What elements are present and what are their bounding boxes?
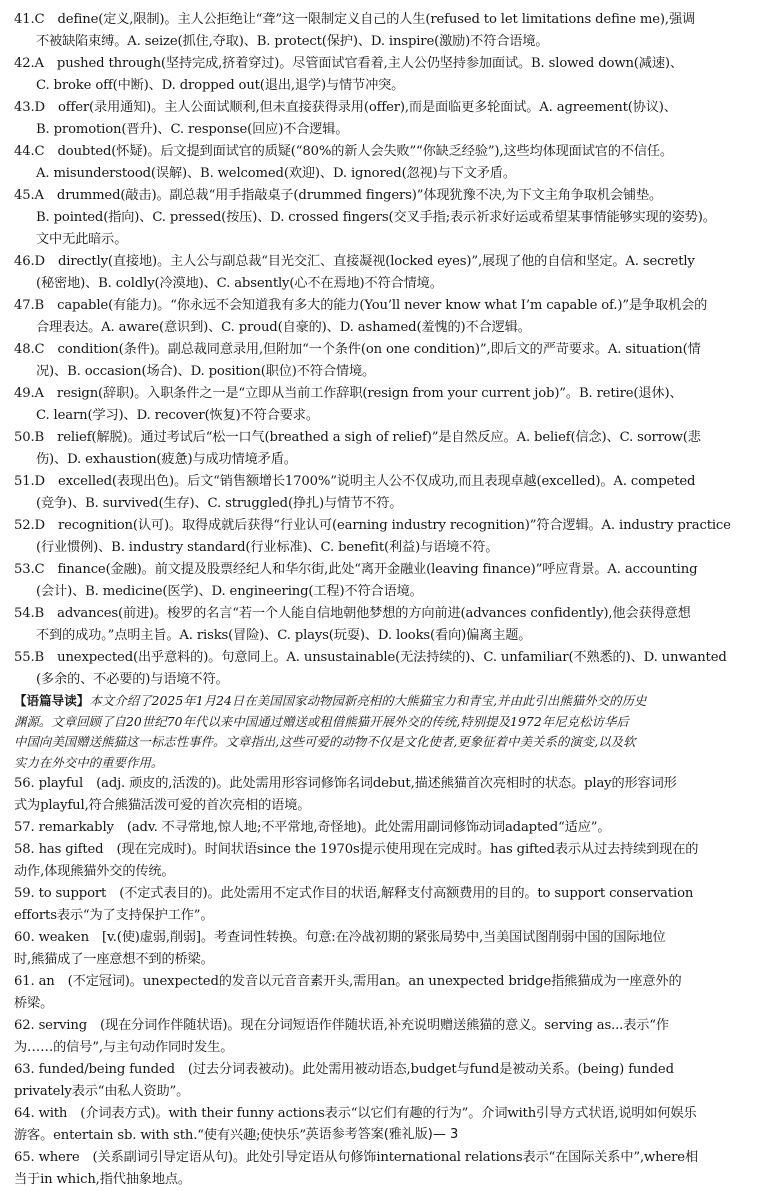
answer-item (14, 97, 754, 141)
answer-line: 61. an (不定冠词)。unexpected的发音以元音音素开头,需用an。an unexpected bridge指熊猫成为一座意外的 (14, 974, 682, 989)
passage-guide-line: 本文介绍了2025年1月24日在美国国家动物园新亮相的大熊猫宝力和青宝,并由此引出熊猫外交的历史 (89, 693, 647, 708)
answer-item (14, 1059, 754, 1103)
answer-item (14, 883, 754, 927)
answer-item (14, 53, 754, 97)
answer-item (14, 559, 754, 603)
answer-continuation: 动作,体现熊猫外交的传统。 (14, 864, 175, 879)
answer-line: 55.B unexpected(出乎意料的)。句意同上。A. unsustainable(无法持续的)、C. unfamiliar(不熟悉的)、D. unwanted (14, 650, 727, 665)
answer-continuation: 伤)、D. exhaustion(疲惫)与成功情境矛盾。 (36, 452, 297, 467)
answer-continuation: (竞争)、B. survived(生存)、C. struggled(挣扎)与情节不符。 (36, 496, 403, 511)
answer-line: 65. where (关系副词引导定语从句)。此处引导定语从句修饰international relations表示“在国际关系中”,where相 (14, 1150, 698, 1165)
answer-item (14, 603, 754, 647)
answer-item (14, 773, 754, 817)
answer-item (14, 839, 754, 883)
passage-guide-line: 实力在外交中的重要作用。 (14, 754, 164, 770)
answer-item (14, 647, 754, 691)
answer-continuation: (会计)、B. medicine(医学)、D. engineering(工程)不符合语境。 (36, 584, 423, 599)
answer-line: 49.A resign(辞职)。入职条件之一是“立即从当前工作辞职(resign from your current job)”。B. retire(退休)、 (14, 386, 683, 401)
answer-item (14, 515, 754, 559)
answer-line: 56. playful (adj. 顽皮的,活泼的)。此处需用形容词修饰名词debut,描述熊猫首次亮相时的状态。play的形容词形 (14, 776, 677, 791)
answer-document (14, 9, 754, 1191)
answer-continuation: 为……的信号”,与主句动作同时发生。 (14, 1040, 234, 1055)
answer-continuation: efforts表示“为了支持保护工作”。 (14, 908, 214, 923)
answer-item (14, 185, 754, 251)
answer-continuation: 合理表达。A. aware(意识到)、C. proud(自豪的)、D. ashamed(羞愧的)不合逻辑。 (36, 320, 531, 335)
answer-line: 41.C define(定义,限制)。主人公拒绝让“聋”这一限制定义自己的人生(refused to let limitations define me),强调 (14, 12, 696, 27)
answer-item (14, 251, 754, 295)
answer-list-41-55 (14, 9, 754, 691)
answer-continuation: C. learn(学习)、D. recover(恢复)不符合要求。 (36, 408, 319, 423)
answer-item (14, 1147, 754, 1191)
answer-item (14, 971, 754, 1015)
answer-line: 45.A drummed(敲击)。副总裁“用手指敲桌子(drummed fingers)”体现犹豫不决,为下文主角争取机会铺垫。 (14, 188, 663, 203)
answer-line: 51.D excelled(表现出色)。后文“销售额增长1700%”说明主人公不仅成功,而且表现卓越(excelled)。A. competed (14, 474, 696, 489)
page-footer: 英语参考答案(雅礼版)— 3 (305, 1127, 459, 1142)
answer-continuation: B. promotion(晋升)、C. response(回应)不合逻辑。 (36, 122, 349, 137)
answer-continuation: 时,熊猫成了一座意想不到的桥梁。 (14, 952, 214, 967)
answer-continuation: 式为playful,符合熊猫活泼可爱的首次亮相的语境。 (14, 798, 311, 813)
answer-item (14, 339, 754, 383)
answer-line: 62. serving (现在分词作伴随状语)。现在分词短语作伴随状语,补充说明赠送熊猫的意义。serving as...表示“作 (14, 1018, 669, 1033)
passage-guide (14, 691, 754, 773)
answer-line: 60. weaken [v.(使)虚弱,削弱]。考查词性转换。句意:在冷战初期的紧张局势中,当美国试图削弱中国的国际地位 (14, 930, 666, 945)
answer-line: 58. has gifted (现在完成时)。时间状语since the 1970s提示使用现在完成时。has gifted表示从过去持续到现在的 (14, 842, 699, 857)
answer-item (14, 471, 754, 515)
answer-line: 43.D offer(录用通知)。主人公面试顺利,但未直接获得录用(offer),而是面临更多轮面试。A. agreement(协议)、 (14, 100, 677, 115)
answer-continuation: 况)、B. occasion(场合)、D. position(职位)不符合情境。 (36, 364, 376, 379)
answer-continuation: privately表示“由私人资助”。 (14, 1084, 190, 1099)
answer-item (14, 9, 754, 53)
answer-continuation: A. misunderstood(误解)、B. welcomed(欢迎)、D. ignored(忽视)与下文矛盾。 (36, 166, 516, 181)
answer-continuation: 不被缺陷束缚。A. seize(抓住,夺取)、B. protect(保护)、D. inspire(激励)不符合语境。 (36, 34, 549, 49)
answer-continuation: (秘密地)、B. coldly(冷漠地)、C. absently(心不在焉地)不符合情境。 (36, 276, 443, 291)
answer-line: 50.B relief(解脱)。通过考试后“松一口气(breathed a sigh of relief)”是自然反应。A. belief(信念)、C. sorrow(悲 (14, 430, 701, 445)
answer-item (14, 295, 754, 339)
answer-line: 57. remarkably (adv. 不寻常地,惊人地;不平常地,奇怪地)。此处需用副词修饰动词adapted“适应”。 (14, 820, 611, 835)
answer-item (14, 1015, 754, 1059)
answer-continuation: (多余的、不必要的)与语境不符。 (36, 672, 229, 687)
answer-line: 54.B advances(前进)。梭罗的名言“若一个人能自信地朝他梦想的方向前进(advances confidently),他会获得意想 (14, 606, 691, 621)
answer-line: 42.A pushed through(坚持完成,挤着穿过)。尽管面试官看着,主人公仍坚持参加面试。B. slowed down(减速)、 (14, 56, 683, 71)
answer-continuation: B. pointed(指向)、C. pressed(按压)、D. crossed fingers(交叉手指;表示祈求好运或希望某事情能够实现的姿势)。 (36, 210, 716, 225)
passage-guide-line: 中国向美国赠送熊猫这一标志性事件。文章指出,这些可爱的动物不仅是文化使者,更象征着中美关系的演变,以及软 (14, 734, 636, 749)
answer-item (14, 927, 754, 971)
answer-line: 48.C condition(条件)。副总裁同意录用,但附加“一个条件(on one condition)”,即后文的严苛要求。A. situation(情 (14, 342, 701, 357)
answer-item (14, 141, 754, 185)
answer-line: 52.D recognition(认可)。取得成就后获得“行业认可(earning industry recognition)”符合逻辑。A. industry practice (14, 518, 731, 533)
answer-continuation: C. broke off(中断)、D. dropped out(退出,退学)与情节冲突。 (36, 78, 405, 93)
answer-line: 46.D directly(直接地)。主人公与副总裁“目光交汇、直接凝视(locked eyes)”,展现了他的自信和坚定。A. secretly (14, 254, 695, 269)
answer-continuation: 桥梁。 (14, 996, 54, 1011)
answer-item (14, 817, 754, 839)
answer-line: 63. funded/being funded (过去分词表被动)。此处需用被动语态,budget与fund是被动关系。(being) funded (14, 1062, 674, 1077)
passage-guide-line: 渊源。文章回顾了自20世纪70年代以来中国通过赠送或租借熊猫开展外交的传统,特别提及1972年尼克松访华后 (14, 713, 629, 729)
answer-line: 44.C doubted(怀疑)。后文提到面试官的质疑(“80%的新人会失败”“你缺乏经验”),这些均体现面试官的不信任。 (14, 144, 673, 159)
answer-item (14, 383, 754, 427)
answer-line: 59. to support (不定式表目的)。此处需用不定式作目的状语,解释支付高额费用的目的。to support conservation (14, 886, 694, 901)
answer-continuation: 当于in which,指代抽象地点。 (14, 1172, 191, 1187)
answer-continuation: 不到的成功。”点明主旨。A. risks(冒险)、C. plays(玩耍)、D. looks(看向)偏离主题。 (36, 628, 532, 643)
answer-line: 53.C finance(金融)。前文提及股票经纪人和华尔街,此处“离开金融业(leaving finance)”呼应背景。A. accounting (14, 562, 698, 577)
answer-continuation: 游客。entertain sb. with sth.“使有兴趣;使快乐”。 (14, 1128, 320, 1143)
answer-continuation: 文中无此暗示。 (36, 232, 128, 247)
answer-item (14, 427, 754, 471)
answer-line: 47.B capable(有能力)。“你永远不会知道我有多大的能力(You’ll never know what I’m capable of.)”是争取机会的 (14, 298, 708, 313)
passage-guide-tag: 【语篇导读】 (14, 693, 90, 708)
answer-line: 64. with (介词表方式)。with their funny actions表示“以它们有趣的行为”。介词with引导方式状语,说明如何娱乐 (14, 1106, 697, 1121)
answer-continuation: (行业惯例)、B. industry standard(行业标准)、C. benefit(利益)与语境不符。 (36, 540, 499, 555)
